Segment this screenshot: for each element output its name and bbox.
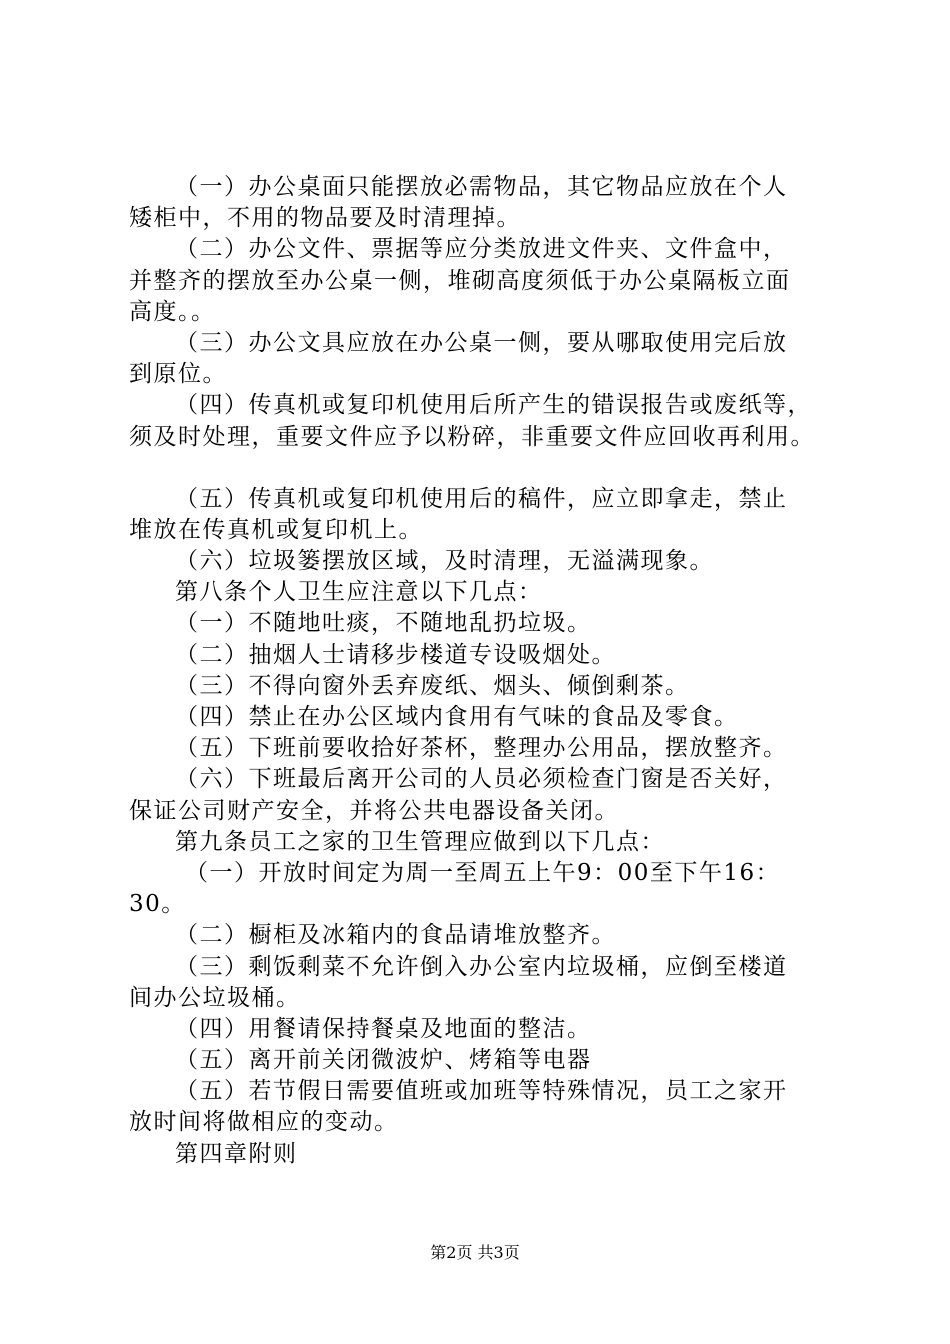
paragraph-10: （三）不得向窗外丢弃废纸、烟头、倾倒剩茶。 (175, 672, 690, 699)
text-line: 到原位。 (129, 361, 227, 388)
text-line: （五）若节假日需要值班或加班等特殊情况，员工之家开 (175, 1078, 788, 1105)
text-line: 30。 (129, 891, 186, 918)
paragraph-5 (129, 484, 839, 546)
paragraph-20 (129, 1076, 839, 1138)
paragraph-19: （五）离开前关闭微波炉、烤箱等电器 (175, 1047, 592, 1074)
text-line: （三）办公文具应放在办公桌一侧，要从哪取使用完后放 (175, 329, 788, 356)
paragraph-16: （二）橱柜及冰箱内的食品请堆放整齐。 (175, 922, 616, 949)
text-line: （六）下班最后离开公司的人员必须检查门窗是否关好， (175, 766, 788, 793)
paragraph-13 (129, 764, 839, 826)
paragraph-2 (129, 234, 839, 328)
chapter-heading: 第四章附则 (175, 1140, 298, 1167)
text-line: 放时间将做相应的变动。 (129, 1109, 399, 1136)
text-line: （一）办公桌面只能摆放必需物品，其它物品应放在个人 (175, 174, 788, 200)
section-heading-article-9: 第九条员工之家的卫生管理应做到以下几点： (175, 828, 665, 855)
section-heading-article-8: 第八条个人卫生应注意以下几点： (175, 579, 543, 606)
paragraph-15 (129, 858, 839, 920)
text-line: （三）剩饭剩菜不允许倒入办公室内垃圾桶，应倒至楼道 (175, 953, 788, 980)
paragraph-6: （六）垃圾篓摆放区域，及时清理，无溢满现象。 (175, 548, 714, 575)
paragraph-17 (129, 952, 839, 1014)
paragraph-9: （二）抽烟人士请移步楼道专设吸烟处。 (175, 641, 616, 668)
text-line: 保证公司财产安全，并将公共电器设备关闭。 (129, 797, 619, 824)
blank-line (129, 453, 839, 484)
text-line: 间办公垃圾桶。 (129, 984, 301, 1011)
text-line: （一）开放时间定为周一至周五上午9：00至下午16： (185, 859, 781, 886)
text-line: （二）办公文件、票据等应分类放进文件夹、文件盒中， (175, 236, 788, 263)
paragraph-3 (129, 328, 839, 390)
text-line: 高度。。 (129, 298, 216, 325)
page-number-footer: 第2页 共3页 (430, 1243, 520, 1262)
text-line: （四）传真机或复印机使用后所产生的错误报告或废纸等， (175, 392, 812, 419)
text-line: 矮柜中，不用的物品要及时清理掉。 (129, 205, 521, 232)
document-body (129, 172, 839, 1170)
text-line: 堆放在传真机或复印机上。 (129, 516, 423, 543)
paragraph-18: （四）用餐请保持餐桌及地面的整洁。 (175, 1015, 592, 1042)
paragraph-12: （五）下班前要收拾好茶杯，整理办公用品，摆放整齐。 (175, 735, 788, 762)
paragraph-8: （一）不随地吐痰，不随地乱扔垃圾。 (175, 610, 592, 637)
text-line: 须及时处理，重要文件应予以粉碎，非重要文件应回收再利用。 (129, 423, 815, 450)
text-line: 并整齐的摆放至办公桌一侧，堆砌高度须低于办公桌隔板立面 (129, 267, 791, 294)
paragraph-11: （四）禁止在办公区域内食用有气味的食品及零食。 (175, 704, 739, 730)
paragraph-1 (129, 172, 839, 234)
paragraph-4 (129, 390, 839, 452)
text-line: （五）传真机或复印机使用后的稿件，应立即拿走，禁止 (175, 485, 788, 512)
